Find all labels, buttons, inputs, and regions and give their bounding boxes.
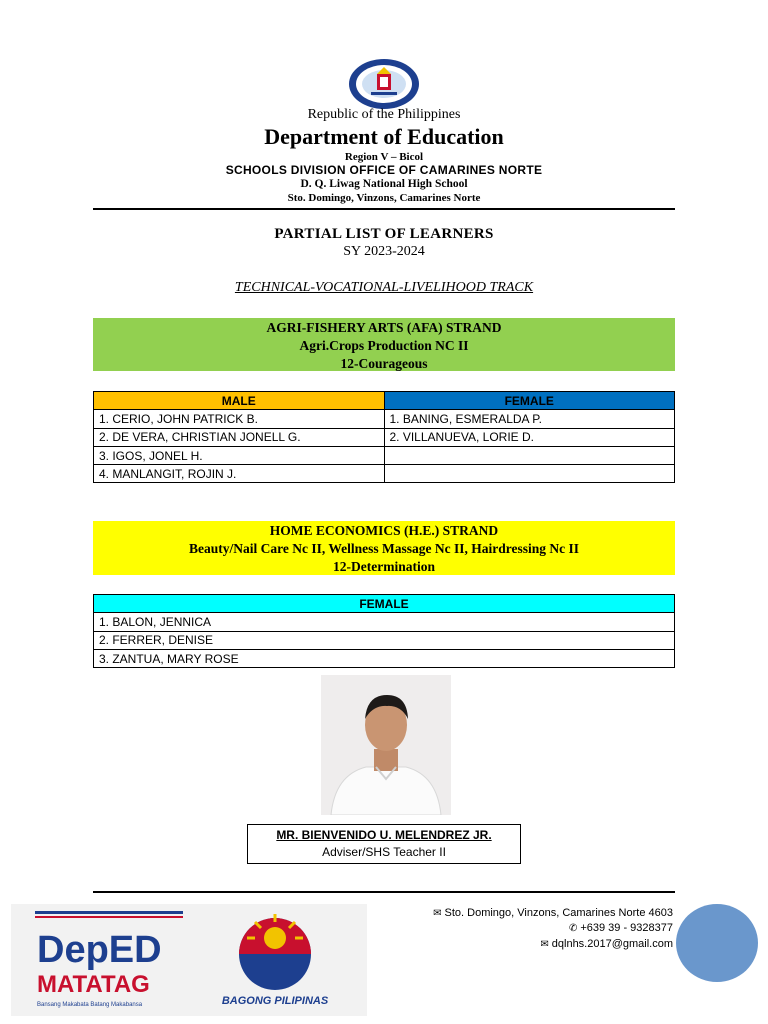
- table-row: [94, 410, 675, 428]
- male-learner: 4. MANLANGIT, ROJIN J.: [94, 465, 385, 483]
- department-title: Department of Education: [264, 124, 504, 149]
- he-roster-table: [93, 594, 675, 668]
- bagong-pilipinas-text: BAGONG PILIPINAS: [221, 995, 329, 1007]
- school-address: Sto. Domingo, Vinzons, Camarines Norte: [287, 192, 481, 204]
- he-strand-banner: [93, 521, 675, 575]
- adviser-photo: [321, 675, 451, 815]
- list-title: PARTIAL LIST OF LEARNERS: [274, 226, 494, 242]
- track-title: TECHNICAL-VOCATIONAL-LIVELIHOOD TRACK: [234, 280, 534, 295]
- male-learner: 1. CERIO, JOHN PATRICK B.: [94, 410, 385, 428]
- matatag-tagline: Bansang Makabata Batang Makabansa: [37, 1002, 143, 1008]
- he-strand-name: HOME ECONOMICS (H.E.) STRAND: [269, 523, 499, 538]
- region-label: Region V – Bicol: [344, 151, 424, 163]
- female-learner: 3. ZANTUA, MARY ROSE: [94, 649, 675, 667]
- female-learner: 1. BANING, ESMERALDA P.: [384, 410, 675, 428]
- footer-divider: [93, 891, 675, 893]
- deped-seal-logo: [347, 57, 421, 111]
- table-row: [94, 649, 675, 667]
- phone-icon: ✆: [568, 923, 578, 934]
- mail-icon: ✉: [540, 939, 549, 950]
- contact-email: [540, 938, 673, 950]
- deped-logo-text: DepED: [37, 929, 162, 971]
- female-column-header: FEMALE: [94, 595, 675, 613]
- adviser-box: [247, 824, 521, 864]
- logos-graphic: [11, 904, 367, 1016]
- school-name: D. Q. Liwag National High School: [300, 178, 468, 190]
- afa-strand-banner: [93, 318, 675, 371]
- header-divider: [93, 208, 675, 210]
- adviser-role: Adviser/SHS Teacher II: [322, 845, 446, 859]
- envelope-icon: ✉: [433, 908, 442, 919]
- contact-phone-text: +639 39 - 9328377: [580, 922, 673, 934]
- division-label: SCHOOLS DIVISION OFFICE OF CAMARINES NORTE: [225, 163, 543, 177]
- decorative-circle: [676, 904, 758, 982]
- female-learner: 2. VILLANUEVA, LORIE D.: [384, 428, 675, 446]
- matatag-logo-text: MATATAG: [37, 971, 150, 998]
- male-column-header: MALE: [94, 392, 385, 410]
- table-row: [94, 613, 675, 631]
- female-learner: [384, 446, 675, 464]
- table-row: [94, 446, 675, 464]
- footer-logos: [11, 904, 367, 1016]
- school-year: SY 2023-2024: [343, 244, 425, 259]
- female-learner: 1. BALON, JENNICA: [94, 613, 675, 631]
- adviser-name: MR. BIENVENIDO U. MELENDREZ JR.: [276, 828, 492, 842]
- table-row: [94, 428, 675, 446]
- contact-email-link[interactable]: dqlnhs.2017@gmail.com: [551, 938, 673, 950]
- afa-course: Agri.Crops Production NC II: [299, 338, 469, 353]
- afa-strand-name: AGRI-FISHERY ARTS (AFA) STRAND: [266, 320, 502, 335]
- male-learner: 3. IGOS, JONEL H.: [94, 446, 385, 464]
- afa-section: 12-Courageous: [340, 356, 428, 371]
- female-learner: 2. FERRER, DENISE: [94, 631, 675, 649]
- table-row: [94, 631, 675, 649]
- contact-address: [433, 907, 673, 919]
- contact-phone: [569, 922, 673, 934]
- republic-label: Republic of the Philippines: [307, 107, 461, 122]
- female-learner: [384, 465, 675, 483]
- he-course: Beauty/Nail Care Nc II, Wellness Massage Nc II, Hairdressing Nc II: [189, 541, 579, 556]
- contact-address-text: Sto. Domingo, Vinzons, Camarines Norte 4603: [444, 907, 673, 919]
- table-row: [94, 465, 675, 483]
- he-section: 12-Determination: [333, 559, 435, 574]
- afa-roster-table: [93, 391, 675, 483]
- male-learner: 2. DE VERA, CHRISTIAN JONELL G.: [94, 428, 385, 446]
- female-column-header: FEMALE: [384, 392, 675, 410]
